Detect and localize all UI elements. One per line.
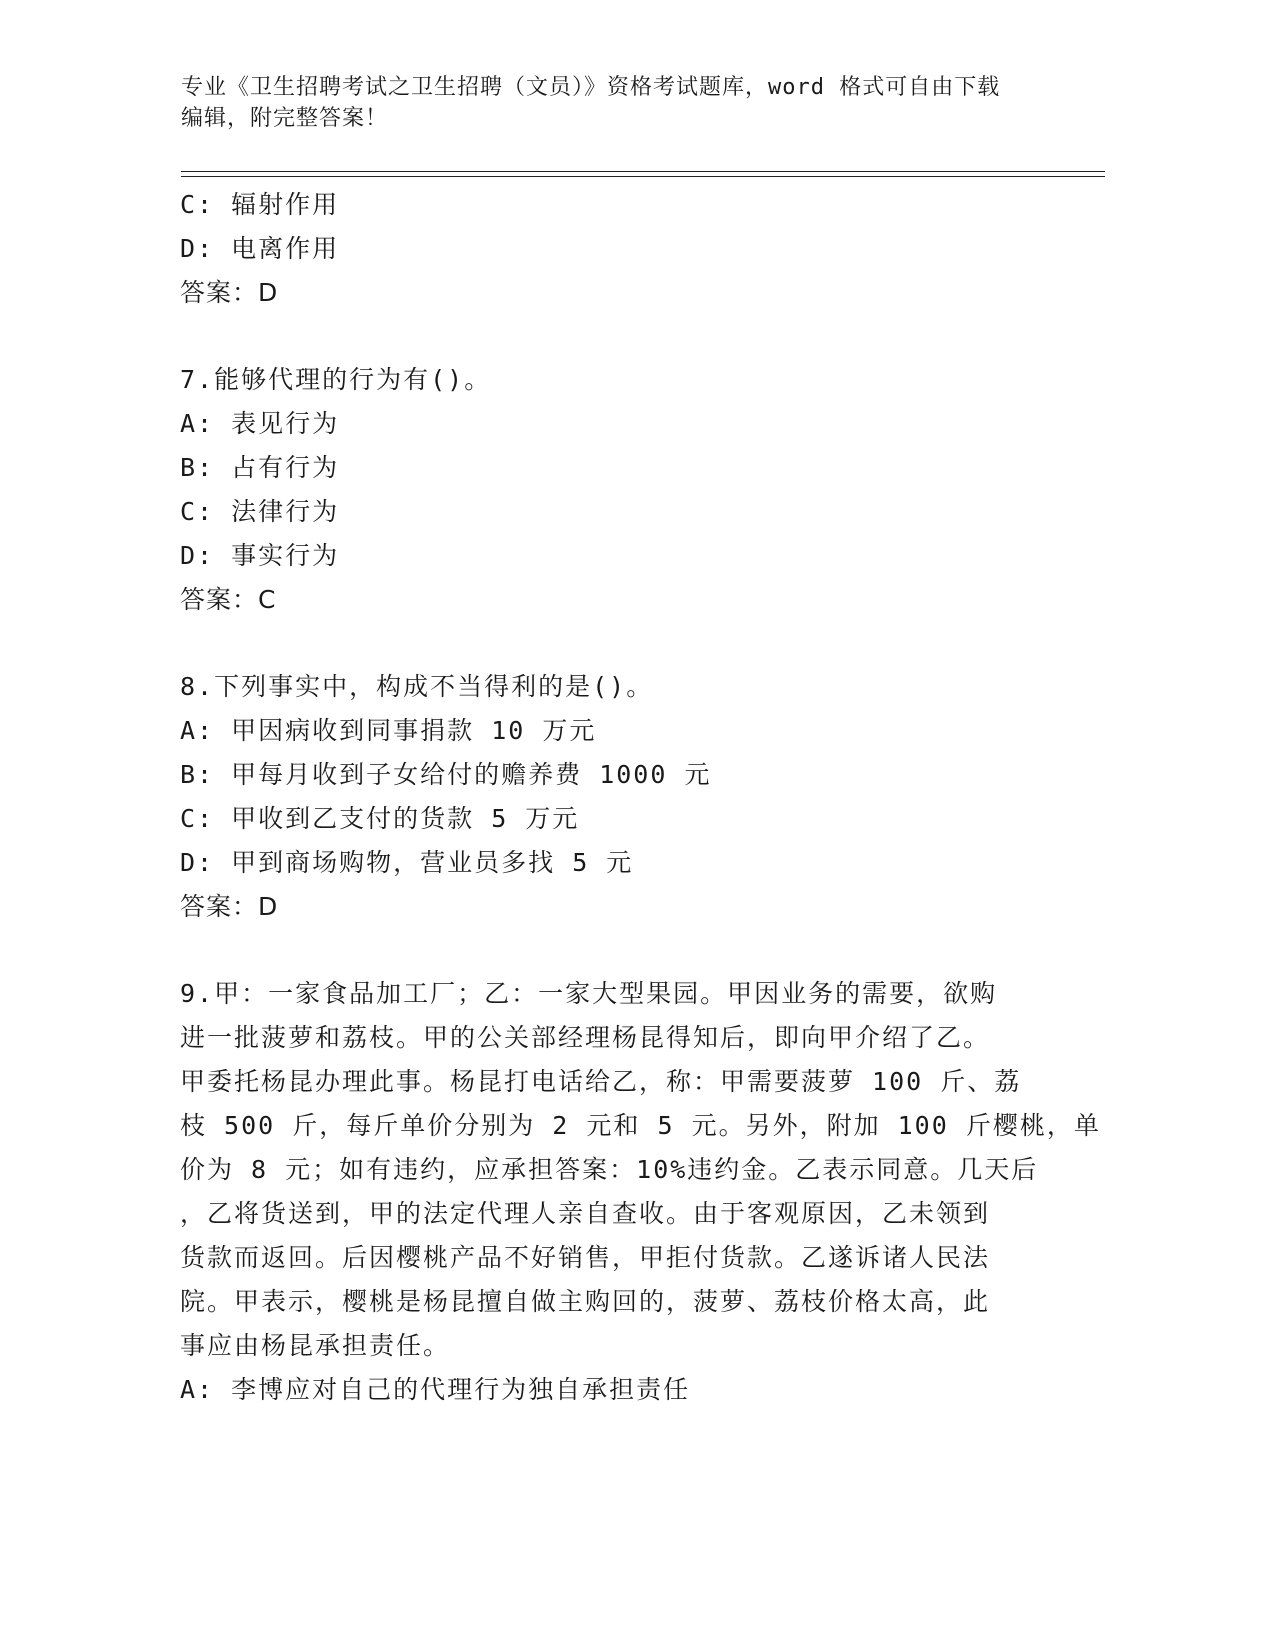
answer-line: 答案：D (180, 892, 279, 921)
question-text-line: 院。甲表示，樱桃是杨昆擅自做主购回的，菠萝、荔枝价格太高，此 (180, 1287, 991, 1316)
option-c: C: 法律行为 (180, 497, 340, 526)
option-a: A: 甲因病收到同事捐款 10 万元 (180, 716, 597, 745)
question-8 (180, 665, 1040, 929)
question-9 (180, 972, 1101, 1412)
spacer (180, 929, 1040, 972)
answer-line: 答案：D (180, 278, 279, 307)
question-text-line: 事应由杨昆承担责任。 (180, 1331, 451, 1360)
question-text-line: 9.甲：一家食品加工厂；乙：一家大型果园。甲因业务的需要，欲购 (180, 979, 998, 1008)
option-a: A: 表见行为 (180, 409, 340, 438)
option-d: D: 事实行为 (180, 541, 340, 570)
option-c: C: 辐射作用 (180, 190, 340, 219)
question-6-tail (180, 183, 1040, 315)
question-text-line: 甲委托杨昆办理此事。杨昆打电话给乙，称：甲需要菠萝 100 斤、荔 (180, 1067, 1022, 1096)
answer-line: 答案：C (180, 585, 277, 614)
header-divider-bottom (181, 176, 1105, 177)
header-divider-top (181, 171, 1105, 172)
option-d: D: 甲到商场购物，营业员多找 5 元 (180, 848, 634, 877)
spacer (180, 315, 1040, 358)
question-content (180, 183, 1101, 1412)
question-text-line: 价为 8 元；如有违约，应承担答案：10%违约金。乙表示同意。几天后 (180, 1155, 1039, 1184)
question-text-line: 枝 500 斤，每斤单价分别为 2 元和 5 元。另外，附加 100 斤樱桃，单 (180, 1111, 1101, 1140)
question-text-line: 进一批菠萝和荔枝。甲的公关部经理杨昆得知后，即向甲介绍了乙。 (180, 1023, 991, 1052)
header-line-2: 编辑，附完整答案！ (181, 106, 389, 131)
question-text: 8.下列事实中，构成不当得利的是()。 (180, 672, 654, 701)
spacer (180, 622, 1040, 665)
question-7 (180, 358, 1040, 622)
document-header (181, 72, 1041, 134)
option-c: C: 甲收到乙支付的货款 5 万元 (180, 804, 580, 833)
header-line-1: 专业《卫生招聘考试之卫生招聘（文员）》资格考试题库，word 格式可自由下载 (181, 75, 1001, 100)
question-text-line: ，乙将货送到，甲的法定代理人亲自查收。由于客观原因，乙未领到 (180, 1199, 991, 1228)
option-d: D: 电离作用 (180, 234, 340, 263)
option-a: A: 李博应对自己的代理行为独自承担责任 (180, 1375, 691, 1404)
option-b: B: 占有行为 (180, 453, 340, 482)
question-text: 7.能够代理的行为有()。 (180, 365, 492, 394)
option-b: B: 甲每月收到子女给付的赡养费 1000 元 (180, 760, 712, 789)
question-text-line: 货款而返回。后因樱桃产品不好销售，甲拒付货款。乙遂诉诸人民法 (180, 1243, 991, 1272)
